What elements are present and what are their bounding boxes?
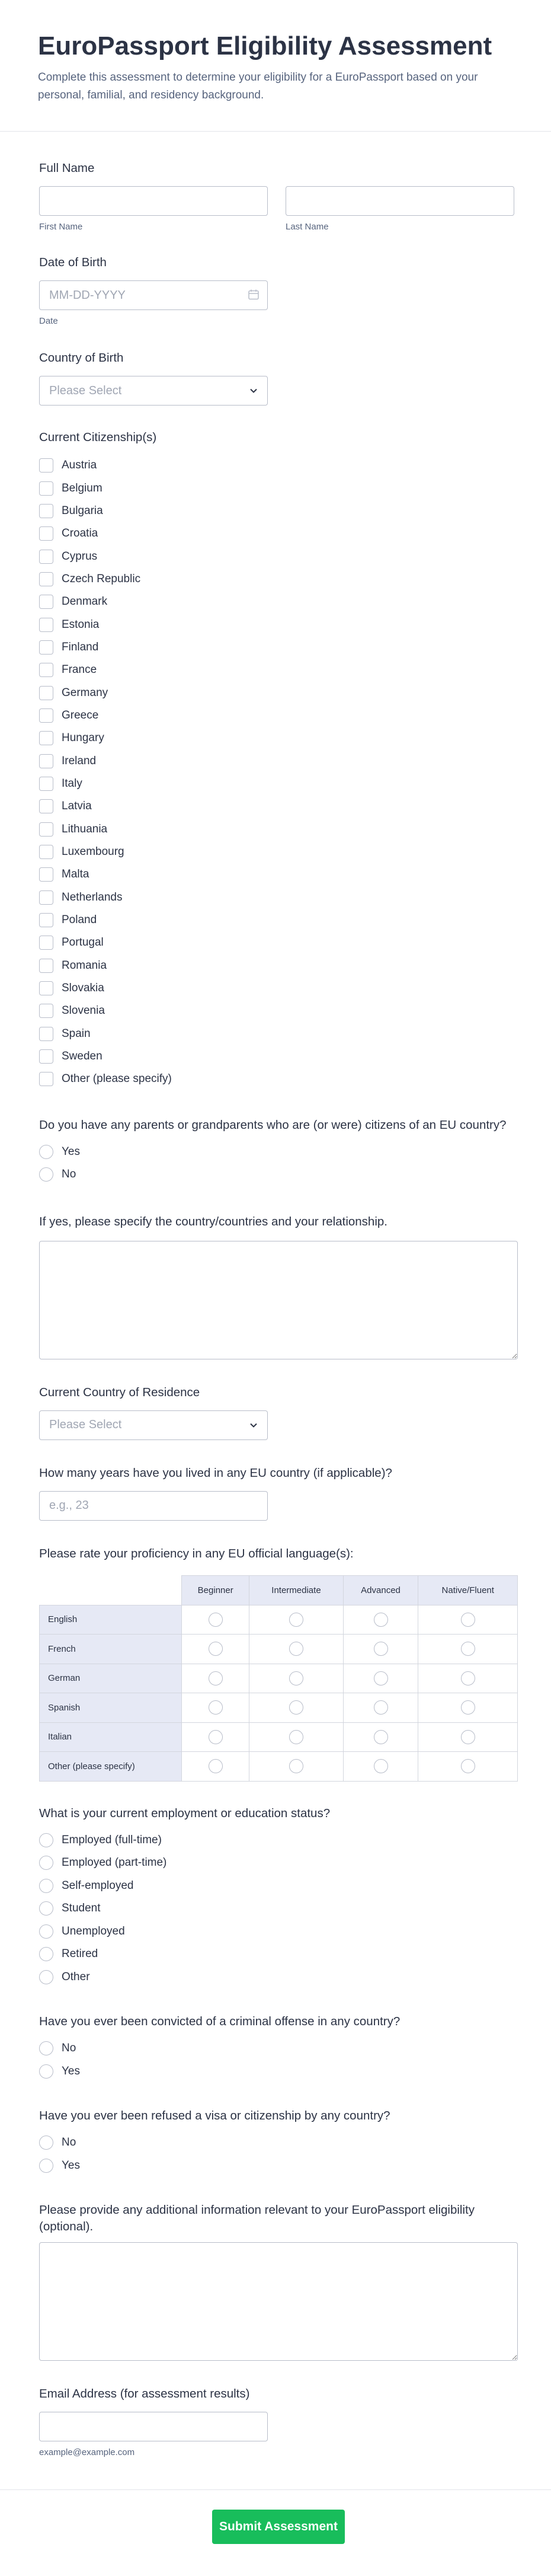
country-of-birth-placeholder: Please Select: [49, 384, 122, 397]
radio-circle[interactable]: [39, 1901, 53, 1916]
criminal-option[interactable]: [39, 2037, 512, 2060]
matrix-radio[interactable]: [289, 1613, 303, 1627]
citizenship-option[interactable]: [39, 1000, 512, 1022]
residence-label: Current Country of Residence: [39, 1385, 200, 1399]
radio-circle[interactable]: [39, 1924, 53, 1939]
criminal-field: [39, 2013, 512, 2083]
employment-options: [39, 1829, 512, 1989]
criminal-options: [39, 2037, 512, 2083]
matrix-radio[interactable]: [461, 1642, 475, 1656]
checkbox[interactable]: [39, 708, 53, 723]
matrix-row-label: Italian: [40, 1722, 182, 1752]
radio-label: No: [62, 2136, 76, 2149]
country-of-birth-field: [39, 350, 512, 406]
checkbox[interactable]: [39, 959, 53, 973]
citizenship-option[interactable]: [39, 773, 512, 795]
radio-circle[interactable]: [39, 1167, 53, 1182]
checkbox-label: Hungary: [62, 732, 104, 745]
form-header: [0, 0, 551, 132]
checkbox[interactable]: [39, 890, 53, 905]
checkbox-label: Latvia: [62, 800, 92, 813]
checkbox[interactable]: [39, 913, 53, 927]
checkbox-label: Italy: [62, 777, 82, 790]
checkbox[interactable]: [39, 526, 53, 541]
eu-ancestry-option[interactable]: [39, 1163, 512, 1186]
matrix-cell: [343, 1752, 418, 1782]
radio-label: Yes: [62, 2064, 80, 2077]
checkbox-label: Slovakia: [62, 982, 104, 995]
matrix-cell: [343, 1664, 418, 1693]
matrix-cell: [418, 1605, 518, 1635]
matrix-row: [40, 1635, 518, 1664]
checkbox-label: Netherlands: [62, 890, 123, 904]
refused-options: [39, 2131, 512, 2177]
matrix-row-label: German: [40, 1664, 182, 1693]
radio-label: Self-employed: [62, 1879, 134, 1892]
radio-circle[interactable]: [39, 1856, 53, 1870]
citizenship-option[interactable]: [39, 522, 512, 545]
languages-matrix: [39, 1575, 518, 1782]
matrix-cell: [249, 1664, 343, 1693]
checkbox[interactable]: [39, 867, 53, 882]
matrix-radio[interactable]: [289, 1700, 303, 1715]
citizenship-option[interactable]: [39, 477, 512, 499]
dob-sublabel: Date: [39, 316, 58, 326]
radio-circle[interactable]: [39, 2136, 53, 2150]
citizenship-option[interactable]: [39, 1045, 512, 1068]
checkbox-label: Portugal: [62, 936, 104, 949]
dob-field: [39, 254, 512, 326]
matrix-cell: [182, 1722, 249, 1752]
employment-option[interactable]: [39, 1920, 512, 1943]
eu-ancestry-option[interactable]: [39, 1141, 512, 1164]
email-field-group: [39, 2386, 512, 2457]
matrix-radio[interactable]: [289, 1671, 303, 1686]
radio-label: Unemployed: [62, 1924, 125, 1937]
citizenship-option[interactable]: [39, 704, 512, 727]
checkbox[interactable]: [39, 595, 53, 609]
radio-circle[interactable]: [39, 1947, 53, 1961]
full-name-field: [39, 160, 512, 232]
matrix-radio[interactable]: [461, 1759, 475, 1773]
employment-field: [39, 1805, 512, 1989]
citizenship-options: [39, 454, 512, 1091]
checkbox[interactable]: [39, 754, 53, 768]
residence-placeholder: Please Select: [49, 1418, 122, 1432]
additional-textarea[interactable]: [39, 2242, 518, 2361]
citizenship-option[interactable]: [39, 1023, 512, 1045]
years-eu-field: [39, 1465, 512, 1521]
matrix-radio[interactable]: [209, 1671, 223, 1686]
checkbox[interactable]: [39, 550, 53, 564]
years-eu-input[interactable]: [39, 1491, 268, 1521]
matrix-cell: [418, 1722, 518, 1752]
matrix-radio[interactable]: [289, 1642, 303, 1656]
checkbox-label: Bulgaria: [62, 504, 103, 517]
residence-select[interactable]: [39, 1410, 268, 1440]
country-of-birth-select[interactable]: [39, 376, 268, 406]
checkbox-label: Ireland: [62, 754, 97, 767]
checkbox[interactable]: [39, 504, 53, 518]
criminal-option[interactable]: [39, 2060, 512, 2083]
refused-label: Have you ever been refused a visa or citizenship by any country?: [39, 2109, 390, 2123]
checkbox-label: Austria: [62, 459, 97, 472]
country-of-birth-label: Country of Birth: [39, 351, 124, 365]
matrix-radio[interactable]: [461, 1730, 475, 1744]
first-name-sublabel: First Name: [39, 222, 83, 232]
form-subtitle: Complete this assessment to determine your eligibility for a EuroPassport based on your personal, familial, and residency background.: [38, 71, 478, 101]
citizenship-option[interactable]: [39, 500, 512, 522]
employment-option[interactable]: [39, 1852, 512, 1875]
matrix-cell: [343, 1635, 418, 1664]
radio-circle[interactable]: [39, 2064, 53, 2079]
submit-button[interactable]: Submit Assessment: [212, 2510, 345, 2544]
employment-option[interactable]: [39, 1875, 512, 1898]
matrix-column-header: Native/Fluent: [418, 1575, 518, 1605]
employment-option[interactable]: [39, 1943, 512, 1966]
citizenship-label: Current Citizenship(s): [39, 430, 157, 444]
chevron-down-icon: [249, 387, 258, 395]
checkbox-label: Denmark: [62, 595, 108, 608]
citizenship-option[interactable]: [39, 590, 512, 613]
employment-option[interactable]: [39, 1897, 512, 1920]
matrix-row: [40, 1693, 518, 1723]
matrix-cell: [249, 1635, 343, 1664]
citizenship-option[interactable]: [39, 955, 512, 977]
matrix-cell: [249, 1605, 343, 1635]
matrix-row: [40, 1752, 518, 1782]
matrix-cell: [418, 1752, 518, 1782]
citizenship-option[interactable]: [39, 545, 512, 567]
citizenship-option[interactable]: [39, 454, 512, 477]
matrix-radio[interactable]: [209, 1642, 223, 1656]
citizenship-option[interactable]: [39, 863, 512, 886]
refused-option[interactable]: [39, 2154, 512, 2178]
eu-ancestry-options: [39, 1141, 512, 1186]
full-name-label: Full Name: [39, 161, 95, 175]
email-field[interactable]: [39, 2412, 268, 2441]
radio-label: Employed (part-time): [62, 1856, 167, 1869]
matrix-cell: [182, 1635, 249, 1664]
additional-field: [39, 2202, 512, 2361]
checkbox-label: Sweden: [62, 1050, 102, 1063]
matrix-column-header: Beginner: [182, 1575, 249, 1605]
matrix-row-label: French: [40, 1635, 182, 1664]
years-eu-label: How many years have you lived in any EU country (if applicable)?: [39, 1466, 392, 1480]
ancestry-details-label: If yes, please specify the country/countries and your relationship.: [39, 1214, 387, 1228]
checkbox[interactable]: [39, 640, 53, 655]
matrix-radio[interactable]: [289, 1730, 303, 1744]
checkbox-label: Finland: [62, 640, 99, 653]
checkbox[interactable]: [39, 686, 53, 700]
matrix-radio[interactable]: [209, 1730, 223, 1744]
citizenship-option[interactable]: [39, 886, 512, 909]
radio-circle[interactable]: [39, 2159, 53, 2173]
citizenship-option[interactable]: [39, 841, 512, 863]
matrix-radio[interactable]: [461, 1613, 475, 1627]
checkbox[interactable]: [39, 822, 53, 837]
form-title: EuroPassport Eligibility Assessment: [38, 31, 492, 60]
checkbox-label: Germany: [62, 686, 108, 699]
checkbox-label: Cyprus: [62, 550, 98, 563]
matrix-column-header: Intermediate: [249, 1575, 343, 1605]
matrix-radio[interactable]: [289, 1759, 303, 1773]
citizenship-option[interactable]: [39, 1068, 512, 1090]
citizenship-option[interactable]: [39, 909, 512, 931]
radio-circle[interactable]: [39, 1970, 53, 1984]
matrix-radio[interactable]: [374, 1642, 388, 1656]
matrix-cell: [418, 1664, 518, 1693]
last-name-sublabel: Last Name: [286, 222, 329, 232]
form-footer: [0, 2489, 551, 2576]
citizenship-option[interactable]: [39, 818, 512, 841]
checkbox-label: Romania: [62, 959, 107, 972]
matrix-radio[interactable]: [374, 1759, 388, 1773]
matrix-cell: [249, 1752, 343, 1782]
matrix-cell: [343, 1693, 418, 1723]
matrix-cell: [418, 1635, 518, 1664]
checkbox-label: Luxembourg: [62, 845, 124, 858]
criminal-label: Have you ever been convicted of a criminal offense in any country?: [39, 2015, 401, 2029]
checkbox[interactable]: [39, 936, 53, 950]
radio-label: Employed (full-time): [62, 1833, 162, 1846]
checkbox[interactable]: [39, 799, 53, 813]
checkbox[interactable]: [39, 1049, 53, 1064]
matrix-radio[interactable]: [461, 1700, 475, 1715]
languages-field: [39, 1546, 512, 1782]
matrix-radio[interactable]: [209, 1759, 223, 1773]
matrix-cell: [182, 1664, 249, 1693]
checkbox[interactable]: [39, 618, 53, 632]
matrix-radio[interactable]: [374, 1730, 388, 1744]
additional-label: Please provide any additional information relevant to your EuroPassport eligibility (optional).: [39, 2203, 475, 2234]
matrix-radio[interactable]: [374, 1671, 388, 1686]
checkbox[interactable]: [39, 663, 53, 677]
radio-label: Other: [62, 1970, 90, 1983]
checkbox-label: Belgium: [62, 481, 102, 494]
dob-input[interactable]: [39, 280, 268, 310]
matrix-cell: [249, 1693, 343, 1723]
matrix-row-label: Other (please specify): [40, 1752, 182, 1782]
radio-circle[interactable]: [39, 1879, 53, 1893]
refused-field: [39, 2108, 512, 2177]
chevron-down-icon: [249, 1421, 258, 1429]
ancestry-details-field: [39, 1214, 512, 1359]
citizenship-option[interactable]: [39, 613, 512, 636]
refused-option[interactable]: [39, 2131, 512, 2154]
employment-option[interactable]: [39, 1966, 512, 1989]
matrix-column-header: Advanced: [343, 1575, 418, 1605]
checkbox-label: Greece: [62, 708, 99, 722]
checkbox[interactable]: [39, 458, 53, 473]
checkbox[interactable]: [39, 1004, 53, 1018]
employment-label: What is your current employment or education status?: [39, 1806, 331, 1820]
checkbox-label: Slovenia: [62, 1004, 105, 1017]
eu-ancestry-field: [39, 1117, 512, 1186]
citizenship-option[interactable]: [39, 659, 512, 681]
radio-circle[interactable]: [39, 1833, 53, 1847]
checkbox-label: Estonia: [62, 618, 100, 631]
citizenship-option[interactable]: [39, 749, 512, 772]
citizenship-option[interactable]: [39, 931, 512, 954]
matrix-cell: [182, 1693, 249, 1723]
checkbox-label: Malta: [62, 868, 89, 881]
citizenship-option[interactable]: [39, 977, 512, 1000]
matrix-row: [40, 1664, 518, 1693]
checkbox-label: Other (please specify): [62, 1072, 172, 1086]
citizenship-option[interactable]: [39, 636, 512, 659]
email-label: Email Address (for assessment results): [39, 2387, 250, 2401]
matrix-row: [40, 1605, 518, 1635]
matrix-radio[interactable]: [209, 1700, 223, 1715]
dob-label: Date of Birth: [39, 256, 107, 269]
checkbox-label: Czech Republic: [62, 572, 141, 585]
radio-label: No: [62, 1168, 76, 1181]
radio-label: Yes: [62, 1145, 80, 1158]
matrix-cell: [182, 1752, 249, 1782]
citizenship-option[interactable]: [39, 568, 512, 590]
checkbox[interactable]: [39, 1072, 53, 1086]
matrix-cell: [182, 1605, 249, 1635]
checkbox-label: Croatia: [62, 527, 98, 540]
matrix-cell: [343, 1722, 418, 1752]
employment-option[interactable]: [39, 1829, 512, 1852]
radio-label: No: [62, 2042, 76, 2055]
citizenship-option[interactable]: [39, 795, 512, 818]
citizenship-option[interactable]: [39, 727, 512, 749]
checkbox-label: Lithuania: [62, 822, 108, 835]
matrix-radio[interactable]: [461, 1671, 475, 1686]
matrix-row: [40, 1722, 518, 1752]
checkbox[interactable]: [39, 1027, 53, 1041]
email-sublabel: example@example.com: [39, 2447, 135, 2458]
eu-ancestry-label: Do you have any parents or grandparents who are (or were) citizens of an EU country?: [39, 1118, 507, 1132]
matrix-radio[interactable]: [374, 1700, 388, 1715]
citizenship-field: [39, 429, 512, 1091]
matrix-row-label: Spanish: [40, 1693, 182, 1723]
matrix-cell: [418, 1693, 518, 1723]
ancestry-details-textarea[interactable]: [39, 1241, 518, 1359]
radio-label: Yes: [62, 2159, 80, 2172]
matrix-row-label: English: [40, 1605, 182, 1635]
checkbox[interactable]: [39, 777, 53, 791]
languages-label: Please rate your proficiency in any EU official language(s):: [39, 1546, 354, 1560]
last-name-input[interactable]: [286, 186, 514, 216]
matrix-radio[interactable]: [209, 1613, 223, 1627]
matrix-header-row: [40, 1575, 518, 1605]
checkbox[interactable]: [39, 481, 53, 496]
radio-circle[interactable]: [39, 2041, 53, 2055]
checkbox[interactable]: [39, 981, 53, 995]
checkbox-label: Poland: [62, 914, 97, 927]
matrix-cell: [249, 1722, 343, 1752]
first-name-input[interactable]: [39, 186, 268, 216]
checkbox-label: Spain: [62, 1027, 91, 1040]
citizenship-option[interactable]: [39, 681, 512, 704]
matrix-corner: [40, 1575, 182, 1605]
checkbox[interactable]: [39, 572, 53, 586]
checkbox-label: France: [62, 663, 97, 676]
radio-label: Retired: [62, 1948, 98, 1961]
radio-label: Student: [62, 1902, 101, 1915]
form-body: [0, 160, 551, 2457]
matrix-radio[interactable]: [374, 1613, 388, 1627]
calendar-icon[interactable]: [248, 289, 260, 301]
checkbox[interactable]: [39, 731, 53, 745]
checkbox[interactable]: [39, 845, 53, 859]
radio-circle[interactable]: [39, 1145, 53, 1159]
residence-field: [39, 1384, 512, 1440]
matrix-cell: [343, 1605, 418, 1635]
